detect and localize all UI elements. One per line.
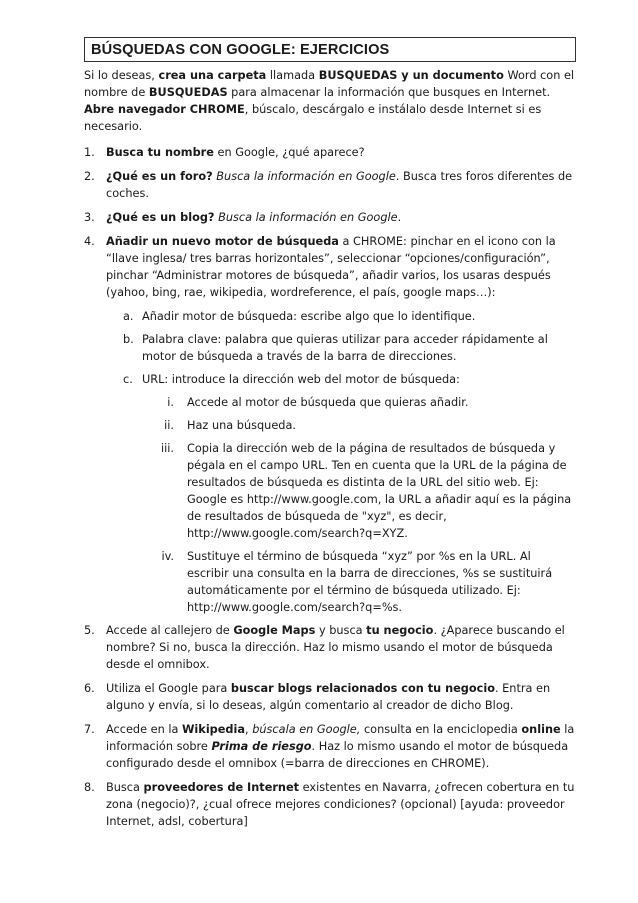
sub-item-letter: a. (123, 310, 134, 323)
text-run: Busca (106, 781, 144, 794)
text-run: proveedores de Internet (143, 781, 300, 794)
text-run: Haz una búsqueda. (187, 419, 296, 432)
text-run: Prima de riesgo (211, 740, 312, 753)
text-run: la información sobre (106, 723, 575, 753)
exercise-item (84, 779, 576, 830)
sub-item-text (142, 371, 576, 388)
roman-sub-item-text (187, 394, 576, 411)
text-run: . Haz lo mismo usando el motor de búsqueda configurado desde el omnibox (=barra de direcciones en CHROME). (106, 740, 569, 770)
text-run: consulta en la enciclopedia (360, 723, 522, 736)
text-run: , búscalo, descárgalo e instálalo desde Internet si es necesario. (84, 103, 542, 133)
exercise-item (84, 721, 576, 772)
exercise-text (106, 209, 576, 226)
exercise-number: 8. (84, 781, 95, 794)
text-run: Accede en la (106, 723, 182, 736)
text-run: , (245, 723, 253, 736)
text-run: . Entra en alguno y envía, si lo deseas, algún comentario al creador de dicho Blog. (106, 682, 551, 712)
roman-numeral: iii. (160, 442, 174, 455)
text-run: búscala en Google, (252, 723, 361, 736)
roman-sub-item (125, 394, 576, 411)
text-run: . (397, 211, 402, 224)
text-run: Busca la información en Google (218, 211, 398, 224)
exercise-number: 2. (84, 170, 95, 183)
sub-item-letter: b. (123, 333, 134, 346)
intro-paragraph (84, 67, 576, 135)
roman-sub-item-text (187, 548, 576, 616)
text-run: ¿Qué es un blog? (106, 211, 215, 224)
text-run: . Busca tres foros diferentes de coches. (106, 170, 573, 200)
document-page (84, 37, 576, 837)
exercise-item (84, 233, 576, 301)
exercise-item (84, 622, 576, 673)
text-run: Añadir un nuevo motor de búsqueda (106, 235, 339, 248)
text-run: Busca la información en Google (216, 170, 396, 183)
exercise-text (106, 680, 576, 714)
text-run: Google Maps (233, 624, 316, 637)
exercise-list (84, 144, 576, 830)
exercise-text (106, 144, 576, 161)
exercise-number: 6. (84, 682, 95, 695)
text-run: y busca (315, 624, 367, 637)
roman-numeral: iv. (161, 550, 174, 563)
exercise-text (106, 721, 576, 772)
exercise-text (106, 233, 576, 301)
text-run: crea una carpeta (158, 69, 267, 82)
exercise-number: 3. (84, 211, 95, 224)
exercise-item (84, 144, 576, 161)
text-run: Sustituye el término de búsqueda “xyz” por %s en la URL. Al escribir una consulta en la barra de direcciones, %s se sustituirá automáticamente por el término de búsqueda utilizado. Ej: http://www.google.com/search?q=%s. (187, 550, 553, 614)
text-run: Busca tu nombre (106, 146, 214, 159)
sub-item-text (142, 308, 576, 325)
text-run: ¿Qué es un foro? (106, 170, 213, 183)
text-run: Copia la dirección web de la página de resultados de búsqueda y pégala en el campo URL. Ten en cuenta que la URL de la página de resultados de búsqueda es distinta de la URL del sitio web. Ej: Google es http://www.google.com, la URL a añadir aquí es la página de resultados de búsqueda de "xyz", es decir, http://www.google.com/search?q=XYZ. (187, 442, 572, 540)
text-run: Utiliza el Google para (106, 682, 231, 695)
sub-item (123, 308, 576, 325)
text-run: Accede al motor de búsqueda que quieras añadir. (187, 396, 469, 409)
sub-item (123, 371, 576, 388)
text-run: llamada (266, 69, 319, 82)
roman-sub-item-text (187, 440, 576, 542)
text-run: en Google, ¿qué aparece? (213, 146, 365, 159)
text-run: buscar blogs relacionados con tu negocio (230, 682, 495, 695)
text-run: Abre navegador CHROME (84, 103, 245, 116)
text-run: Si lo deseas, (84, 69, 159, 82)
exercise-number: 5. (84, 624, 95, 637)
text-run: para almacenar la información que busques en Internet. (227, 86, 551, 99)
text-run: . ¿Aparece buscando el nombre? Si no, busca la dirección. Haz lo mismo usando el motor de búsqueda desde el omnibox. (106, 624, 565, 671)
text-run: tu negocio (366, 624, 434, 637)
exercise-text (106, 168, 576, 202)
exercise-number: 7. (84, 723, 95, 736)
exercise-number: 4. (84, 235, 95, 248)
exercise-text (106, 779, 576, 830)
roman-sub-item (125, 548, 576, 616)
sub-item-letter: c. (123, 373, 133, 386)
text-run: online (521, 723, 561, 736)
text-run: BUSQUEDAS y un documento (318, 69, 504, 82)
text-run: Añadir motor de búsqueda: escribe algo que lo identifique. (142, 310, 476, 323)
sub-item (123, 331, 576, 365)
text-run: a CHROME: pinchar en el icono con la “llave inglesa/ tres barras horizontales”, seleccionar “opciones/configuración”, pinchar “Administrar motores de búsqueda”, añadir varios, los usaras después (yahoo, bing, rae, wikipedia, wordreference, el país, google maps…): (106, 235, 556, 299)
roman-sub-item-text (187, 417, 576, 434)
text-run: URL: introduce la dirección web del motor de búsqueda: (142, 373, 460, 386)
text-run: Palabra clave: palabra que quieras utilizar para acceder rápidamente al motor de búsqueda a través de la barra de direcciones. (142, 333, 548, 363)
exercise-number: 1. (84, 146, 95, 159)
document-title: BÚSQUEDAS CON GOOGLE: EJERCICIOS (84, 37, 576, 62)
roman-sub-item (125, 440, 576, 542)
exercise-item (84, 168, 576, 202)
exercise-item (84, 680, 576, 714)
text-run: Wikipedia (181, 723, 246, 736)
roman-numeral: ii. (164, 419, 174, 432)
text-run: BUSQUEDAS (148, 86, 228, 99)
roman-sub-item (125, 417, 576, 434)
text-run: existentes en Navarra, ¿ofrecen cobertura en tu zona (negocio)?, ¿cual ofrece mejores condiciones? (opcional) [ayuda: proveedor Internet, adsl, cobertura] (106, 781, 575, 828)
text-run: Accede al callejero de (106, 624, 234, 637)
sub-item-text (142, 331, 576, 365)
exercise-text (106, 622, 576, 673)
exercise-item (84, 209, 576, 226)
roman-numeral: i. (167, 396, 174, 409)
text-run: Word con el nombre de (84, 69, 575, 99)
